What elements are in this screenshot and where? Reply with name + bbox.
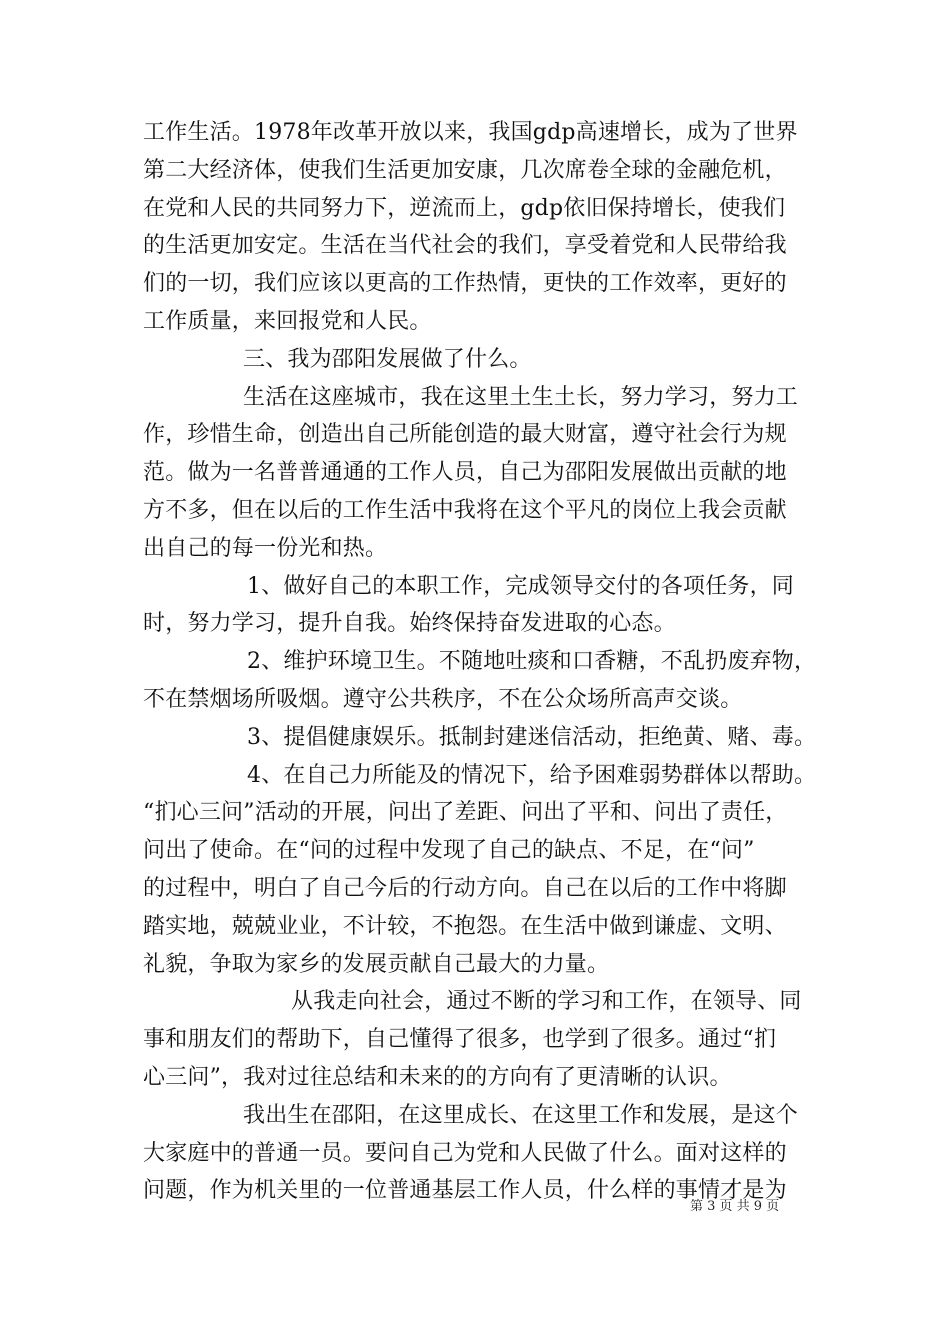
text-line: 心三问”，我对过往总结和未来的的方向有了更清晰的认识。 (143, 1064, 732, 1090)
text-line: 出自己的每一份光和热。 (143, 535, 388, 561)
text-line: 在党和人民的共同努力下，逆流而上，gdp依旧保持增长，使我们 (143, 195, 786, 221)
document-body (143, 114, 817, 1210)
text-line: 问题，作为机关里的一位普通基层工作人员，什么样的事情才是为 (143, 1178, 787, 1204)
text-line: 生活在这座城市，我在这里土生土长，努力学习，努力工 (243, 384, 799, 410)
text-line: 方不多，但在以后的工作生活中我将在这个平凡的岗位上我会贡献 (143, 497, 787, 523)
page-number-footer: 第 3 页 共 9 页 (690, 1199, 780, 1214)
text-line: 1、做好自己的本职工作，完成领导交付的各项任务，同 (247, 573, 794, 599)
text-line: 范。做为一名普普通通的工作人员，自己为邵阳发展做出贡献的地 (143, 460, 787, 486)
text-line: 2、维护环境卫生。不随地吐痰和口香糖，不乱扔废弃物， (247, 649, 817, 675)
text-line: 从我走向社会，通过不断的学习和工作，在领导、同 (291, 989, 802, 1015)
text-line: 礼貌，争取为家乡的发展贡献自己最大的力量。 (143, 951, 610, 977)
text-line: 第二大经济体，使我们生活更加安康，几次席卷全球的金融危机， (143, 157, 787, 183)
text-line: 3、提倡健康娱乐。抵制封建迷信活动，拒绝黄、赌、毒。 (247, 724, 817, 750)
text-line: 的生活更加安定。生活在当代社会的我们，享受着党和人民带给我 (143, 233, 787, 259)
text-line: 工作生活。1978年改革开放以来，我国gdp高速增长，成为了世界 (143, 120, 798, 145)
text-line: 踏实地，兢兢业业，不计较，不抱怨。在生活中做到谦虚、文明、 (143, 913, 787, 939)
text-line: 问出了使命。在“问的过程中发现了自己的缺点、不足，在“问” (143, 838, 755, 864)
text-line: 大家庭中的普通一员。要问自己为党和人民做了什么。面对这样的 (143, 1140, 787, 1166)
text-line: 4、在自己力所能及的情况下，给予困难弱势群体以帮助。 (247, 762, 817, 788)
text-line: 事和朋友们的帮助下，自己懂得了很多，也学到了很多。通过“扪 (143, 1027, 777, 1053)
text-line: 三、我为邵阳发展做了什么。 (243, 346, 532, 372)
text-line: 作，珍惜生命，创造出自己所能创造的最大财富，遵守社会行为规 (143, 422, 787, 448)
text-line: 们的一切，我们应该以更高的工作热情，更快的工作效率，更好的 (143, 271, 787, 297)
text-line: “扪心三问”活动的开展，问出了差距、问出了平和、问出了责任， (143, 800, 788, 826)
text-line: 的过程中，明白了自己今后的行动方向。自己在以后的工作中将脚 (143, 875, 787, 901)
text-line: 时，努力学习，提升自我。始终保持奋发进取的心态。 (143, 611, 676, 637)
text-line: 不在禁烟场所吸烟。遵守公共秩序，不在公众场所高声交谈。 (143, 686, 743, 712)
text-line: 我出生在邵阳，在这里成长、在这里工作和发展，是这个 (243, 1102, 799, 1128)
text-line: 工作质量，来回报党和人民。 (143, 308, 432, 334)
